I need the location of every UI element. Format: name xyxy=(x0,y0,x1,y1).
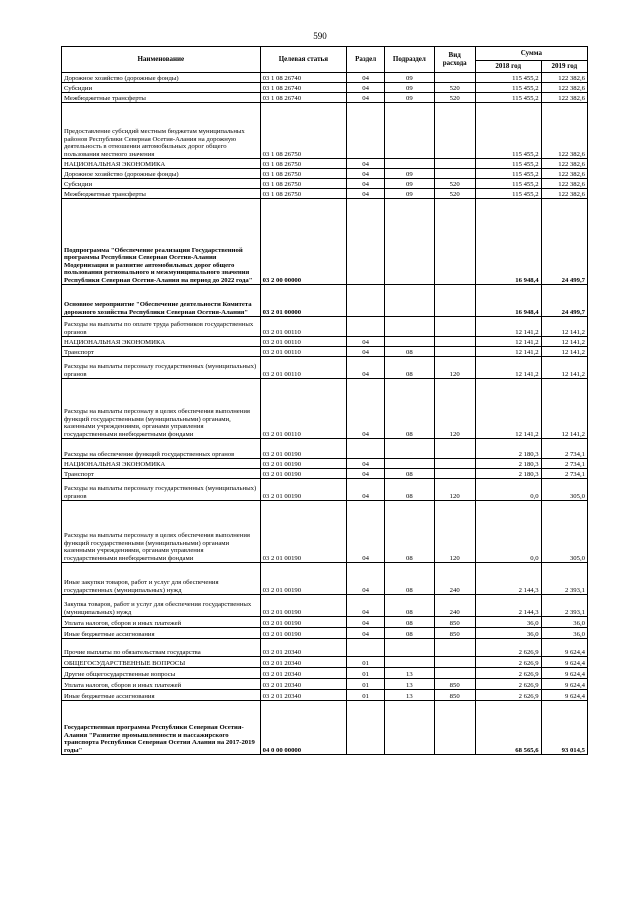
cell-sum-2019: 12 141,2 xyxy=(541,357,587,379)
cell-section: 04 xyxy=(347,189,385,199)
cell-sum-2019: 122 382,6 xyxy=(541,83,587,93)
table-row xyxy=(62,379,588,439)
cell-name: Государственная программа Республики Северная Осетия-Алания "Развитие промышленности и пассажирского транспорта Республики Северная Осетия Алания на 2017-2019 годы" xyxy=(62,701,261,755)
cell-sum-2019: 2 393,1 xyxy=(541,563,587,595)
table-row xyxy=(62,337,588,347)
cell-sum-2019: 12 141,2 xyxy=(541,379,587,439)
cell-sum-2018: 0,0 xyxy=(475,479,541,501)
cell-name: Расходы на выплаты персоналу государственных (муниципальных) органов xyxy=(62,479,261,501)
cell-sum-2018: 2 626,9 xyxy=(475,668,541,679)
cell-name: Иные бюджетные ассигнования xyxy=(62,628,261,639)
cell-name: Субсидии xyxy=(62,179,261,189)
table-row xyxy=(62,83,588,93)
cell-name: НАЦИОНАЛЬНАЯ ЭКОНОМИКА xyxy=(62,159,261,169)
cell-name: НАЦИОНАЛЬНАЯ ЭКОНОМИКА xyxy=(62,337,261,347)
cell-sum-2018: 115 455,2 xyxy=(475,189,541,199)
cell-sum-2019: 305,0 xyxy=(541,501,587,563)
cell-name: Межбюджетные трансферты xyxy=(62,93,261,103)
cell-target-code: 03 2 01 00110 xyxy=(260,379,346,439)
cell-name: Расходы на выплаты по оплате труда работников государственных органов xyxy=(62,317,261,337)
cell-sum-2019: 93 014,5 xyxy=(541,701,587,755)
cell-section: 04 xyxy=(347,563,385,595)
cell-subsection xyxy=(385,639,434,657)
table-row xyxy=(62,347,588,357)
cell-sum-2019: 12 141,2 xyxy=(541,337,587,347)
cell-section: 04 xyxy=(347,379,385,439)
cell-name: Транспорт xyxy=(62,347,261,357)
table-row xyxy=(62,617,588,628)
cell-target-code: 03 2 01 00190 xyxy=(260,595,346,617)
cell-target-code: 03 2 01 00110 xyxy=(260,337,346,347)
cell-subsection: 08 xyxy=(385,379,434,439)
cell-sum-2018: 36,0 xyxy=(475,617,541,628)
cell-sum-2019: 2 393,1 xyxy=(541,595,587,617)
cell-target-code: 03 1 08 26750 xyxy=(260,179,346,189)
table-row xyxy=(62,169,588,179)
cell-expense-type xyxy=(434,668,475,679)
cell-sum-2019: 9 624,4 xyxy=(541,668,587,679)
cell-sum-2018: 115 455,2 xyxy=(475,103,541,159)
header-sum: Сумма xyxy=(475,47,587,61)
cell-expense-type: 120 xyxy=(434,379,475,439)
cell-target-code: 03 1 08 26750 xyxy=(260,189,346,199)
cell-section: 04 xyxy=(347,93,385,103)
cell-expense-type xyxy=(434,701,475,755)
cell-section xyxy=(347,317,385,337)
cell-expense-type xyxy=(434,439,475,459)
cell-expense-type: 520 xyxy=(434,179,475,189)
cell-sum-2019: 9 624,4 xyxy=(541,679,587,690)
cell-sum-2019: 122 382,6 xyxy=(541,179,587,189)
header-name: Наименование xyxy=(62,47,261,73)
page-number: 590 xyxy=(313,31,327,41)
cell-name: Расходы на выплаты персоналу государственных (муниципальных) органов xyxy=(62,357,261,379)
cell-sum-2018: 115 455,2 xyxy=(475,73,541,83)
cell-section xyxy=(347,285,385,317)
table-row xyxy=(62,595,588,617)
cell-sum-2018: 2 180,3 xyxy=(475,469,541,479)
cell-subsection xyxy=(385,317,434,337)
cell-name: Субсидии xyxy=(62,83,261,93)
cell-target-code: 03 2 01 20340 xyxy=(260,657,346,668)
cell-sum-2018: 2 180,3 xyxy=(475,439,541,459)
cell-sum-2018: 2 144,3 xyxy=(475,563,541,595)
cell-target-code: 03 1 08 26750 xyxy=(260,159,346,169)
cell-target-code: 03 2 01 20340 xyxy=(260,668,346,679)
cell-target-code: 03 2 01 00190 xyxy=(260,439,346,459)
table-row xyxy=(62,501,588,563)
table-row xyxy=(62,479,588,501)
cell-subsection: 09 xyxy=(385,73,434,83)
cell-expense-type: 120 xyxy=(434,479,475,501)
cell-target-code: 03 2 01 20340 xyxy=(260,690,346,701)
cell-sum-2019: 122 382,6 xyxy=(541,73,587,83)
cell-name: Иные бюджетные ассигнования xyxy=(62,690,261,701)
cell-subsection: 09 xyxy=(385,93,434,103)
cell-section: 04 xyxy=(347,617,385,628)
cell-subsection xyxy=(385,657,434,668)
cell-section: 01 xyxy=(347,668,385,679)
cell-section: 01 xyxy=(347,657,385,668)
header-section: Раздел xyxy=(347,47,385,73)
cell-expense-type xyxy=(434,199,475,285)
cell-name: Дорожное хозяйство (дорожные фонды) xyxy=(62,73,261,83)
cell-sum-2018: 36,0 xyxy=(475,628,541,639)
cell-expense-type: 850 xyxy=(434,690,475,701)
cell-target-code: 03 1 08 26740 xyxy=(260,73,346,83)
cell-sum-2019: 9 624,4 xyxy=(541,657,587,668)
cell-expense-type: 120 xyxy=(434,501,475,563)
cell-name: Расходы на выплаты персоналу в целях обеспечения выполнения функций государственными (муниципальными) органами, казенными учреждениями, органами управления государственными внебюджетными фондами xyxy=(62,379,261,439)
cell-target-code: 03 2 01 00190 xyxy=(260,617,346,628)
table-row xyxy=(62,439,588,459)
cell-section xyxy=(347,701,385,755)
cell-section: 04 xyxy=(347,595,385,617)
cell-expense-type: 850 xyxy=(434,628,475,639)
cell-sum-2019: 36,0 xyxy=(541,617,587,628)
header-year-2018: 2018 год xyxy=(475,61,541,73)
header-year-2019: 2019 год xyxy=(541,61,587,73)
table-row xyxy=(62,628,588,639)
cell-section: 01 xyxy=(347,690,385,701)
cell-sum-2019: 24 499,7 xyxy=(541,199,587,285)
cell-section: 04 xyxy=(347,347,385,357)
table-row xyxy=(62,285,588,317)
cell-subsection xyxy=(385,285,434,317)
table-row xyxy=(62,459,588,469)
cell-target-code: 03 2 01 00190 xyxy=(260,469,346,479)
cell-sum-2019: 12 141,2 xyxy=(541,347,587,357)
cell-subsection: 08 xyxy=(385,617,434,628)
cell-target-code: 03 2 01 00190 xyxy=(260,479,346,501)
cell-section xyxy=(347,103,385,159)
cell-section xyxy=(347,439,385,459)
cell-subsection: 13 xyxy=(385,690,434,701)
cell-name: ОБЩЕГОСУДАРСТВЕННЫЕ ВОПРОСЫ xyxy=(62,657,261,668)
cell-sum-2019: 122 382,6 xyxy=(541,159,587,169)
cell-section xyxy=(347,639,385,657)
cell-name: Расходы на обеспечение функций государственных органов xyxy=(62,439,261,459)
cell-subsection: 09 xyxy=(385,169,434,179)
table-body xyxy=(62,73,588,755)
header-expense-type: Вид расхода xyxy=(434,47,475,73)
cell-sum-2019: 24 499,7 xyxy=(541,285,587,317)
cell-section: 04 xyxy=(347,73,385,83)
cell-sum-2018: 0,0 xyxy=(475,501,541,563)
cell-sum-2019: 122 382,6 xyxy=(541,93,587,103)
cell-expense-type xyxy=(434,459,475,469)
table-row xyxy=(62,179,588,189)
cell-expense-type xyxy=(434,347,475,357)
cell-subsection: 09 xyxy=(385,83,434,93)
cell-sum-2018: 2 626,9 xyxy=(475,679,541,690)
cell-target-code: 03 2 01 00190 xyxy=(260,628,346,639)
cell-expense-type xyxy=(434,337,475,347)
cell-target-code: 03 2 00 00000 xyxy=(260,199,346,285)
cell-subsection: 13 xyxy=(385,668,434,679)
cell-expense-type: 120 xyxy=(434,357,475,379)
header-subsection: Подраздел xyxy=(385,47,434,73)
cell-name: Закупка товаров, работ и услуг для обеспечения государственных (муниципальных) нужд xyxy=(62,595,261,617)
cell-sum-2018: 2 180,3 xyxy=(475,459,541,469)
cell-sum-2019: 36,0 xyxy=(541,628,587,639)
cell-subsection xyxy=(385,439,434,459)
cell-sum-2018: 16 948,4 xyxy=(475,199,541,285)
cell-sum-2018: 12 141,2 xyxy=(475,357,541,379)
table-row xyxy=(62,199,588,285)
cell-name: Другие общегосударственные вопросы xyxy=(62,668,261,679)
cell-expense-type: 520 xyxy=(434,83,475,93)
cell-section: 04 xyxy=(347,337,385,347)
cell-target-code: 03 1 08 26740 xyxy=(260,83,346,93)
cell-expense-type xyxy=(434,639,475,657)
table-row xyxy=(62,103,588,159)
cell-subsection xyxy=(385,337,434,347)
header-code: Целевая статья xyxy=(260,47,346,73)
cell-target-code: 03 2 01 00190 xyxy=(260,501,346,563)
cell-section: 04 xyxy=(347,628,385,639)
cell-subsection: 08 xyxy=(385,469,434,479)
cell-name: Прочие выплаты по обязательствам государства xyxy=(62,639,261,657)
cell-sum-2018: 12 141,2 xyxy=(475,317,541,337)
cell-sum-2018: 2 626,9 xyxy=(475,657,541,668)
table-row xyxy=(62,679,588,690)
cell-sum-2019: 9 624,4 xyxy=(541,690,587,701)
table-row xyxy=(62,668,588,679)
cell-subsection xyxy=(385,459,434,469)
cell-expense-type: 850 xyxy=(434,617,475,628)
cell-section xyxy=(347,199,385,285)
cell-target-code: 03 2 01 00110 xyxy=(260,357,346,379)
cell-name: Дорожное хозяйство (дорожные фонды) xyxy=(62,169,261,179)
cell-name: Предоставление субсидий местным бюджетам муниципальных районов Республики Северная Осетия-Алания на дорожную деятельность в отношении автомобильных дорог общего пользования местного значения xyxy=(62,103,261,159)
cell-section: 04 xyxy=(347,83,385,93)
cell-section: 04 xyxy=(347,501,385,563)
cell-section: 04 xyxy=(347,357,385,379)
cell-expense-type: 520 xyxy=(434,189,475,199)
cell-sum-2019: 305,0 xyxy=(541,479,587,501)
cell-expense-type xyxy=(434,317,475,337)
cell-section: 04 xyxy=(347,179,385,189)
cell-sum-2018: 12 141,2 xyxy=(475,347,541,357)
cell-subsection: 08 xyxy=(385,501,434,563)
cell-expense-type: 240 xyxy=(434,595,475,617)
table-row xyxy=(62,469,588,479)
cell-target-code: 03 1 08 26740 xyxy=(260,93,346,103)
cell-name: Уплата налогов, сборов и иных платежей xyxy=(62,679,261,690)
cell-subsection: 09 xyxy=(385,179,434,189)
cell-expense-type xyxy=(434,469,475,479)
cell-sum-2018: 2 144,3 xyxy=(475,595,541,617)
cell-expense-type: 850 xyxy=(434,679,475,690)
cell-sum-2018: 16 948,4 xyxy=(475,285,541,317)
table-row xyxy=(62,690,588,701)
cell-sum-2018: 12 141,2 xyxy=(475,379,541,439)
cell-name: Основное мероприятие "Обеспечение деятельности Комитета дорожного хозяйства Республики Северная Осетия-Алания" xyxy=(62,285,261,317)
cell-name: Расходы на выплаты персоналу в целях обеспечения выполнения функций государственными (муниципальными) органами казенными учреждениями, органами управления государственными внебюджетными фондами xyxy=(62,501,261,563)
cell-section: 01 xyxy=(347,679,385,690)
cell-target-code: 04 0 00 00000 xyxy=(260,701,346,755)
cell-subsection xyxy=(385,199,434,285)
cell-target-code: 03 2 01 00190 xyxy=(260,459,346,469)
cell-subsection: 08 xyxy=(385,595,434,617)
cell-sum-2018: 2 626,9 xyxy=(475,690,541,701)
cell-subsection: 08 xyxy=(385,347,434,357)
cell-expense-type: 520 xyxy=(434,93,475,103)
cell-sum-2018: 115 455,2 xyxy=(475,159,541,169)
cell-sum-2019: 122 382,6 xyxy=(541,103,587,159)
cell-sum-2019: 12 141,2 xyxy=(541,317,587,337)
table-row xyxy=(62,701,588,755)
cell-sum-2018: 12 141,2 xyxy=(475,337,541,347)
cell-subsection: 08 xyxy=(385,479,434,501)
table-row xyxy=(62,357,588,379)
cell-name: Межбюджетные трансферты xyxy=(62,189,261,199)
cell-sum-2018: 2 626,9 xyxy=(475,639,541,657)
cell-name: Транспорт xyxy=(62,469,261,479)
cell-target-code: 03 2 01 00190 xyxy=(260,563,346,595)
cell-target-code: 03 2 01 00000 xyxy=(260,285,346,317)
cell-expense-type xyxy=(434,169,475,179)
cell-name: НАЦИОНАЛЬНАЯ ЭКОНОМИКА xyxy=(62,459,261,469)
cell-expense-type xyxy=(434,103,475,159)
cell-subsection: 08 xyxy=(385,628,434,639)
cell-subsection xyxy=(385,701,434,755)
cell-subsection: 08 xyxy=(385,357,434,379)
cell-target-code: 03 1 08 26750 xyxy=(260,103,346,159)
cell-sum-2018: 115 455,2 xyxy=(475,169,541,179)
cell-name: Иные закупки товаров, работ и услуг для обеспечения государственных (муниципальных) нужд xyxy=(62,563,261,595)
cell-target-code: 03 1 08 26750 xyxy=(260,169,346,179)
cell-sum-2018: 115 455,2 xyxy=(475,179,541,189)
table-row xyxy=(62,317,588,337)
cell-sum-2018: 115 455,2 xyxy=(475,83,541,93)
cell-sum-2019: 122 382,6 xyxy=(541,169,587,179)
cell-sum-2018: 115 455,2 xyxy=(475,93,541,103)
table-header xyxy=(62,47,588,73)
cell-subsection: 08 xyxy=(385,563,434,595)
cell-section: 04 xyxy=(347,469,385,479)
cell-expense-type xyxy=(434,285,475,317)
cell-target-code: 03 2 01 00110 xyxy=(260,317,346,337)
cell-expense-type xyxy=(434,657,475,668)
cell-expense-type: 240 xyxy=(434,563,475,595)
cell-subsection: 09 xyxy=(385,189,434,199)
cell-name: Уплата налогов, сборов и иных платежей xyxy=(62,617,261,628)
cell-sum-2019: 2 734,1 xyxy=(541,459,587,469)
cell-sum-2019: 2 734,1 xyxy=(541,439,587,459)
cell-sum-2019: 2 734,1 xyxy=(541,469,587,479)
cell-target-code: 03 2 01 00110 xyxy=(260,347,346,357)
table-row xyxy=(62,73,588,83)
cell-subsection: 13 xyxy=(385,679,434,690)
cell-section: 04 xyxy=(347,159,385,169)
table-row xyxy=(62,159,588,169)
cell-target-code: 03 2 01 20340 xyxy=(260,639,346,657)
cell-target-code: 03 2 01 20340 xyxy=(260,679,346,690)
cell-subsection xyxy=(385,159,434,169)
cell-subsection xyxy=(385,103,434,159)
budget-table xyxy=(61,46,588,755)
cell-section: 04 xyxy=(347,459,385,469)
cell-sum-2019: 9 624,4 xyxy=(541,639,587,657)
table-row xyxy=(62,563,588,595)
table-row xyxy=(62,93,588,103)
table-row xyxy=(62,657,588,668)
table-row xyxy=(62,189,588,199)
cell-name: Подпрограмма "Обеспечение реализации Государственной программы Республики Северная Осетия-Алания Модернизация и развитие автомобильных дорог общего пользования регионального и межмуниципального значения Республики Северная Осетия-Алания на период до 2022 года" xyxy=(62,199,261,285)
cell-sum-2018: 68 565,6 xyxy=(475,701,541,755)
cell-expense-type xyxy=(434,159,475,169)
cell-section: 04 xyxy=(347,479,385,501)
cell-sum-2019: 122 382,6 xyxy=(541,189,587,199)
cell-section: 04 xyxy=(347,169,385,179)
cell-expense-type xyxy=(434,73,475,83)
table-row xyxy=(62,639,588,657)
